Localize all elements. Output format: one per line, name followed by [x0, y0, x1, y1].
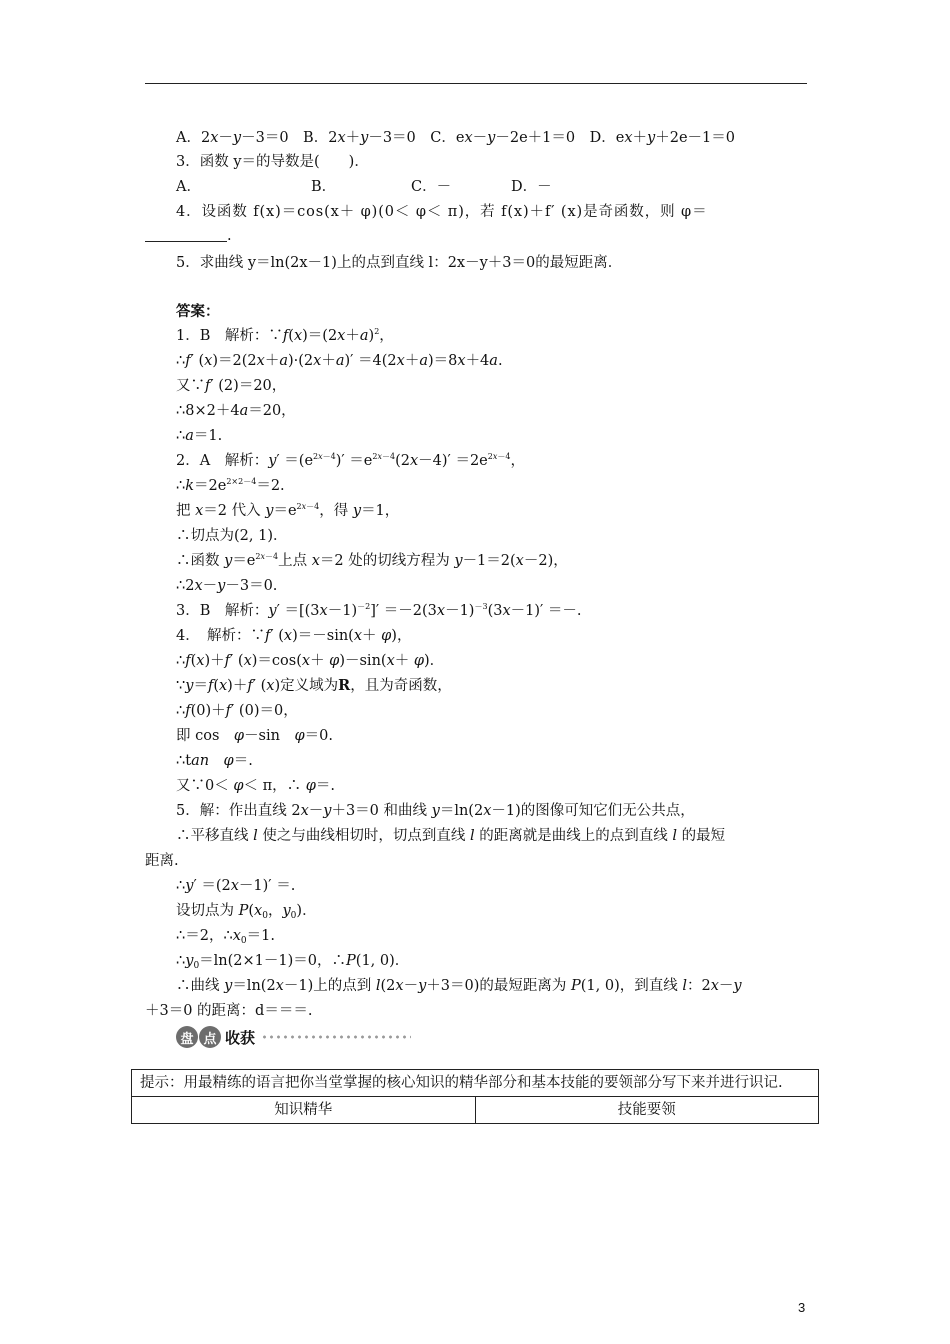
answer-line: 1．B 解析：$\because f(x)=(2x+a)^2$，: [176, 327, 394, 344]
answer-line: 设切点为 $P(x_0$，$y_0$)．: [176, 903, 317, 921]
q4-answer-blank: .: [145, 226, 232, 246]
header-rule: [145, 83, 807, 84]
answer-line: $\therefore k=2e^{2\times 2-4}=2$.: [176, 477, 285, 494]
answer-line: 距离.: [145, 853, 179, 869]
answer-line: ∴y′ ＝(2x－1)′ ＝.: [176, 878, 296, 894]
q5-stem: 5．求曲线 y＝ln(2x－1)上的点到直线 l：2x－y＋3＝0的最短距离．: [176, 255, 623, 271]
answer-line: ∴tan φ＝.: [176, 753, 253, 769]
q3-option-c: C．－: [411, 179, 452, 195]
answer-line: 又∵0＜ φ＜ π，∴ φ＝.: [176, 778, 336, 794]
badge-circle-2: 点: [199, 1026, 221, 1048]
answer-line: ∴a＝1.: [176, 428, 223, 444]
badge-text: 收获: [225, 1028, 256, 1047]
badge-circle-1: 盘: [176, 1026, 198, 1048]
answer-line: 5．解：作出直线 2x－y＋3＝0 和曲线 y＝ln(2x－1)的图像可知它们无公共点，: [176, 803, 695, 819]
q3-option-b: B．: [311, 179, 337, 195]
answer-line: 把 x＝2 代入 $y=e^{2x-4}$，得 y＝1，: [176, 502, 400, 519]
answer-line: 又∵f′ (2)＝20，: [176, 378, 287, 394]
summary-hint: 提示：用最精练的语言把你当堂掌握的核心知识的精华部分和基本技能的要领部分写下来并进行识记.: [132, 1070, 819, 1097]
answer-line: ∴2x－y－3＝0.: [176, 578, 278, 594]
answer-line: 4． 解析：∵f′ (x)＝－sin(x＋ φ)，: [176, 628, 412, 644]
answer-line: 3．B 解析：$y' =[(3x-1)^{-2}]' =-2(3x-1)^{-3}(3x-1)'$ ＝－.: [176, 602, 582, 619]
answer-line: ∴切点为(2, 1)．: [176, 528, 288, 544]
answer-line: ∴f(0)＋f′ (0)＝0，: [176, 703, 298, 719]
answer-line: ∴函数 $y=e^{2x-4}$上点 x＝2 处的切线方程为 y－1＝2(x－2)，: [176, 552, 568, 569]
q3-option-a: A．: [176, 179, 201, 195]
answer-line: ∵y＝f(x)＋f′ (x)定义域为R，且为奇函数，: [176, 677, 452, 694]
answer-line: ＋3＝0 的距离：d＝＝＝.: [145, 1003, 313, 1019]
page-number: 3: [798, 1300, 806, 1315]
answers-heading: 答案：: [176, 303, 220, 320]
summary-table: [131, 1069, 819, 1124]
summary-badge: [176, 1025, 411, 1049]
q4-stem: 4．设函数 f(x)＝cos(x＋ φ)(0＜ φ＜ π)，若 f(x)＋f′ (x)是奇函数，则 φ＝: [176, 204, 708, 220]
q3-stem: 3．函数 y＝的导数是( )．: [176, 154, 369, 170]
answer-line: 2．A 解析：$y' =(e^{2x-4})' =e^{2x-4}(2x-4)' =2e^{2x-4}$，: [176, 452, 525, 469]
q3-option-d: D．－: [511, 179, 552, 195]
answer-line: $\therefore y_0=\ln(2\times 1-1)=0$，∴P(1, 0)．: [176, 953, 410, 971]
answer-line: ∴平移直线 l 使之与曲线相切时，切点到直线 l 的距离就是曲线上的点到直线 l 的最短: [176, 828, 726, 844]
answer-line: ∴＝2，$\therefore x_0=1$.: [176, 928, 275, 946]
summary-col-knowledge: 知识精华: [132, 1097, 476, 1124]
answer-line: ∴曲线 y＝ln(2x－1)上的点到 l(2x－y＋3＝0)的最短距离为 P(1, 0)，到直线 l：2x－y: [176, 978, 742, 994]
summary-col-skills: 技能要领: [475, 1097, 819, 1124]
answer-line: ∴f′ (x)＝2(2x＋a)·(2x＋a)′ ＝4(2x＋a)＝8x＋4a.: [176, 353, 503, 369]
q2-options: A．2x－y－3＝0 B．2x＋y－3＝0 C．ex－y－2e＋1＝0 D．ex＋y＋2e－1＝0: [176, 130, 735, 146]
answer-line: 即 cos φ－sin φ＝0.: [176, 728, 333, 744]
badge-dots: [261, 1033, 411, 1041]
answer-line: ∴f(x)＋f′ (x)＝cos(x＋ φ)－sin(x＋ φ)．: [176, 653, 445, 669]
answer-line: ∴8×2＋4a＝20，: [176, 403, 296, 419]
